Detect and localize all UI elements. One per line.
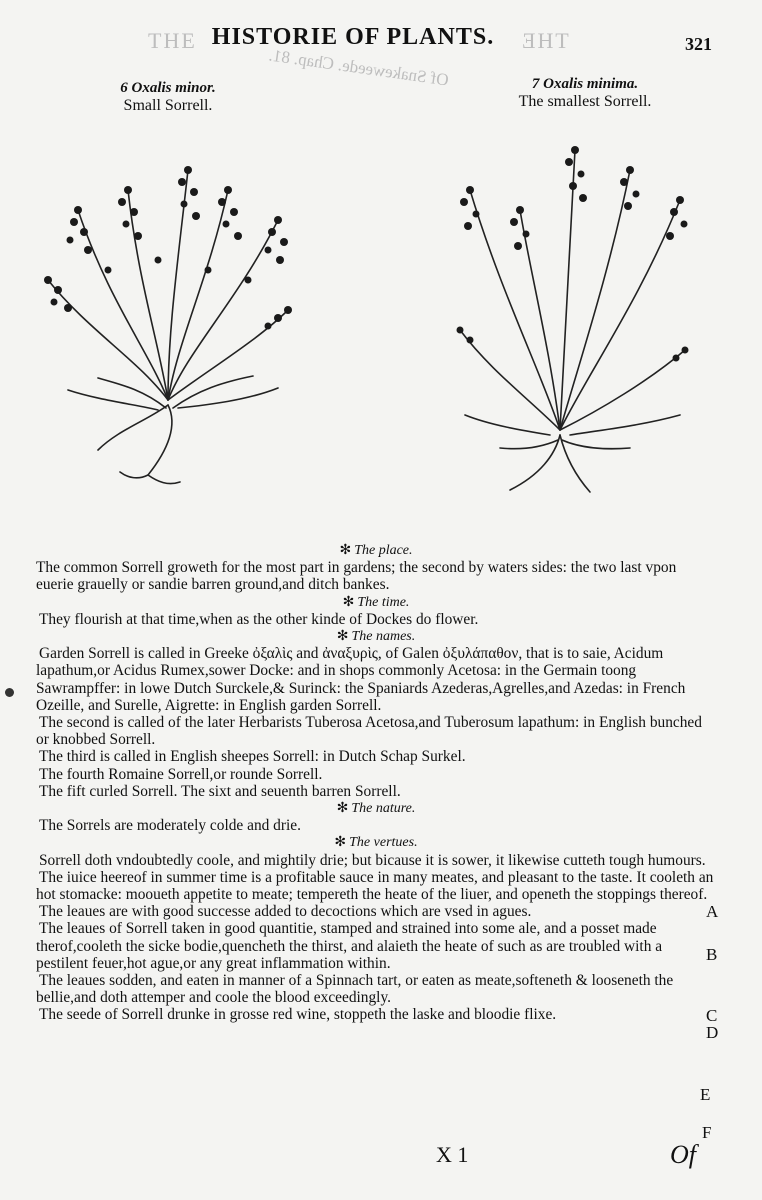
bleed-through-text: THE [520,28,569,53]
margin-letter: A [706,902,719,921]
asterisk-icon: ✻ [336,629,349,645]
main-text [36,542,719,1024]
asterisk-icon: ✻ [342,594,355,610]
bleed-through-text: THE [148,28,197,53]
margin-letter: D [706,1023,719,1042]
figure-caption-left [88,80,248,114]
caption-english-name: The smallest Sorrell. [518,92,652,110]
margin-letter: F [702,1123,712,1142]
running-title: HISTORIE OF PLANTS. [211,24,495,50]
margin-letter: E [700,1085,711,1104]
paragraph: The leaues are with good successe added to decoctions which are vsed in agues. [39,903,532,921]
margin-letter: B [706,945,718,964]
signature-mark: X 1 [436,1142,469,1167]
paragraph: The fourth Romaine Sorrell,or rounde Sorrell. [39,765,323,783]
paragraph: The leaues sodden, and eaten in manner of a Spinnach tart, or eaten as meate,softeneth & looseneth the bellie,and doth attemper and coole the blood exceedingly. [36,972,674,1007]
paragraph: The common Sorrell groweth for the most part in gardens; the second by waters sides: the two last vpon euerie grauelly or sandie barren ground,and ditch bankes. [36,559,677,594]
caption-english-name: Small Sorrell. [123,96,213,114]
paragraph: The leaues of Sorrell taken in good quantitie, stamped and strained into some ale, and a posset made therof,cooleth the sicke bodie,quencheth the thirst, and alaieth the heate of such as are troubled with a pestilent feuer,hot ague,or any great inflammation within. [36,920,663,972]
paragraph: They flourish at that time,when as the other kinde of Dockes do flower. [39,610,479,628]
caption-latin-name: 6 Oxalis minor. [120,80,216,96]
paragraph: Garden Sorrell is called in Greeke ὀξαλὶς and ἀναξυρὶς, of Galen ὀξυλάπαθον, that is to saie, Acidum lapathum,or Acidus Rumex,sower Docke: and in shops commonly Acetosa: in the Germain toong Sawrampffer: in lowe Dutch Surckele,& Surinck: the Spaniards Azederas,Agrelles,and Azedas: in French Ozeille, and Surelle, Aigrette: in English garden Sorrell. [36,645,686,714]
caption-latin-name: 7 Oxalis minima. [531,76,639,92]
paragraph: The seede of Sorrell drunke in grosse red wine, stoppeth the laske and bloodie flixe. [39,1006,557,1024]
bleed-through-text: Of Snakeweede. Chap. 81. [267,45,450,90]
figure-caption-right [500,76,670,110]
asterisk-icon: ✻ [339,543,352,558]
smallest-sorrel-woodcut [440,130,700,500]
binding-hole-mark [5,688,14,697]
section-heading-names: ✻ The names. [336,629,416,645]
paragraph: The Sorrels are moderately colde and drie. [39,817,301,835]
paragraph: The third is called in English sheepes Sorrell: in Dutch Schap Surkel. [39,748,466,766]
paragraph: The fift curled Sorrell. The sixt and seuenth barren Sorrell. [39,782,401,800]
catchword: Of [670,1140,696,1169]
section-heading-place: ✻ The place. [339,543,413,558]
asterisk-icon: ✻ [336,801,349,817]
section-heading-nature: ✻ The nature. [336,801,416,817]
section-heading-vertues: ✻ The vertues. [334,835,418,851]
page-number: 321 [685,34,712,54]
paragraph: Sorrell doth vndoubtedly coole, and mightily drie; but bicause it is sower, it likewise cutteth tough humours. [39,851,706,869]
asterisk-icon: ✻ [334,835,347,851]
paragraph: The second is called of the later Herbarists Tuberosa Acetosa,and Tuberosum lapathum: in English bunched or knobbed Sorrell. [36,714,702,749]
paragraph: The iuice heereof in summer time is a profitable sauce in many meates, and pleasant to the taste. It cooleth an hot stomacke: mooueth appetite to meate; tempereth the heate of the liuer, and openeth the stoppings thereof. [36,868,714,904]
margin-letter: C [706,1006,718,1025]
small-sorrel-woodcut [28,150,308,490]
section-heading-time: ✻ The time. [342,594,410,610]
